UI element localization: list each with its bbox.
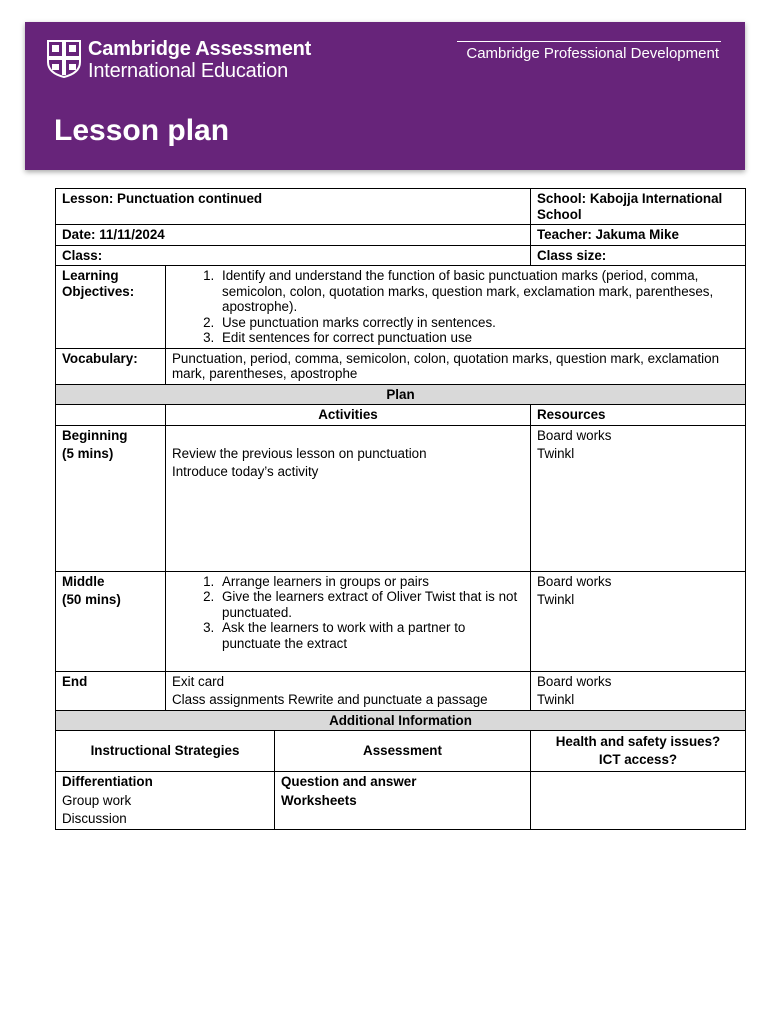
objectives-list xyxy=(172,268,739,346)
activity-item: Review the previous lesson on punctuation xyxy=(172,445,427,461)
organization-name-line2: International Education xyxy=(88,60,288,82)
tagline: Cambridge Professional Development xyxy=(466,45,719,62)
activity-item: Class assignments Rewrite and punctuate a passage xyxy=(172,692,488,707)
health-header xyxy=(531,731,746,772)
objective-item: 1. Identify and understand the function of basic punctuation marks (period, comma, semicolon, colon, quotation marks, question mark, exclamation mark, parentheses, apostrophe). xyxy=(218,268,739,315)
objectives-label xyxy=(56,266,166,349)
activities-header: Activities xyxy=(166,405,531,426)
activity-item: Introduce today’s activity xyxy=(172,464,319,479)
stage-name: Middle xyxy=(62,573,105,589)
stage-label xyxy=(56,425,166,571)
strategy-item: Discussion xyxy=(62,811,127,826)
vocabulary-text: Punctuation, period, comma, semicolon, colon, quotation marks, question mark, exclamation mark, parentheses, apostrophe xyxy=(166,348,746,384)
health-cell xyxy=(531,772,746,830)
stage-header-empty xyxy=(56,405,166,426)
stage-time: (50 mins) xyxy=(62,592,121,607)
assessment-item: Worksheets xyxy=(281,792,357,808)
details-row xyxy=(56,189,746,225)
stage-activities xyxy=(166,671,531,710)
resource-item: Twinkl xyxy=(537,446,575,461)
assessment-cell xyxy=(275,772,531,830)
activities-spacer xyxy=(172,428,524,443)
health-header-line1: Health and safety issues? xyxy=(555,734,721,749)
tagline-divider xyxy=(457,41,721,42)
stage-name: End xyxy=(62,673,88,689)
vocabulary-label: Vocabulary: xyxy=(56,348,166,384)
strategy-item: Group work xyxy=(62,792,132,808)
stage-name: Beginning xyxy=(62,427,128,443)
resource-item: Board works xyxy=(537,573,612,589)
assessment-item: Question and answer xyxy=(281,774,417,789)
plan-heading-row xyxy=(56,384,746,405)
vocabulary-row xyxy=(56,348,746,384)
stage-row-beginning xyxy=(56,425,746,571)
stage-activities xyxy=(166,571,531,671)
middle-activities-list xyxy=(172,574,524,652)
plan-columns-row xyxy=(56,405,746,426)
stage-resources xyxy=(531,671,746,710)
activity-item: 1. Arrange learners in groups or pairs xyxy=(218,574,524,590)
resources-header: Resources xyxy=(531,405,746,426)
cambridge-crest-logo xyxy=(47,40,81,78)
assessment-header: Assessment xyxy=(275,731,531,772)
activity-item: 3. Ask the learners to work with a partner to punctuate the extract xyxy=(218,620,524,651)
additional-content-row xyxy=(56,772,746,830)
resource-item: Twinkl xyxy=(537,692,575,707)
class-size-cell: Class size: xyxy=(531,245,746,266)
stage-time: (5 mins) xyxy=(62,446,114,461)
header-banner xyxy=(25,22,745,170)
page-title: Lesson plan xyxy=(54,114,230,147)
objective-item: 3. Edit sentences for correct punctuation use xyxy=(218,330,739,346)
objectives-label-line1: Learning xyxy=(62,268,119,283)
resource-item: Twinkl xyxy=(537,592,575,607)
stage-label xyxy=(56,671,166,710)
strategies-cell xyxy=(56,772,275,830)
health-header-line2: ICT access? xyxy=(598,752,678,767)
class-cell: Class: xyxy=(56,245,531,266)
strategies-header: Instructional Strategies xyxy=(56,731,275,772)
objectives-label-line2: Objectives: xyxy=(62,283,135,299)
stage-resources xyxy=(531,425,746,571)
objectives-list-cell xyxy=(166,266,746,349)
resource-item: Board works xyxy=(537,673,612,689)
stage-activities xyxy=(166,425,531,571)
stage-row-middle xyxy=(56,571,746,671)
date-cell: Date: 11/11/2024 xyxy=(56,225,531,246)
organization-name xyxy=(88,38,311,82)
strategies-title: Differentiation xyxy=(62,774,153,789)
organization-name-line1: Cambridge Assessment xyxy=(88,38,312,60)
objectives-row xyxy=(56,266,746,349)
additional-heading: Additional Information xyxy=(56,710,746,731)
activity-item: 2. Give the learners extract of Oliver Twist that is not punctuated. xyxy=(218,589,524,620)
stage-row-end xyxy=(56,671,746,710)
lesson-plan-table xyxy=(55,188,746,830)
teacher-cell: Teacher: Jakuma Mike xyxy=(531,225,746,246)
lesson-cell: Lesson: Punctuation continued xyxy=(56,189,531,225)
stage-resources xyxy=(531,571,746,671)
details-row xyxy=(56,245,746,266)
objective-item: 2. Use punctuation marks correctly in sentences. xyxy=(218,315,739,331)
details-row xyxy=(56,225,746,246)
additional-columns-row xyxy=(56,731,746,772)
school-cell: School: Kabojja International School xyxy=(531,189,746,225)
activity-item: Exit card xyxy=(172,673,225,689)
resource-item: Board works xyxy=(537,427,612,443)
additional-heading-row xyxy=(56,710,746,731)
plan-heading: Plan xyxy=(56,384,746,405)
stage-label xyxy=(56,571,166,671)
